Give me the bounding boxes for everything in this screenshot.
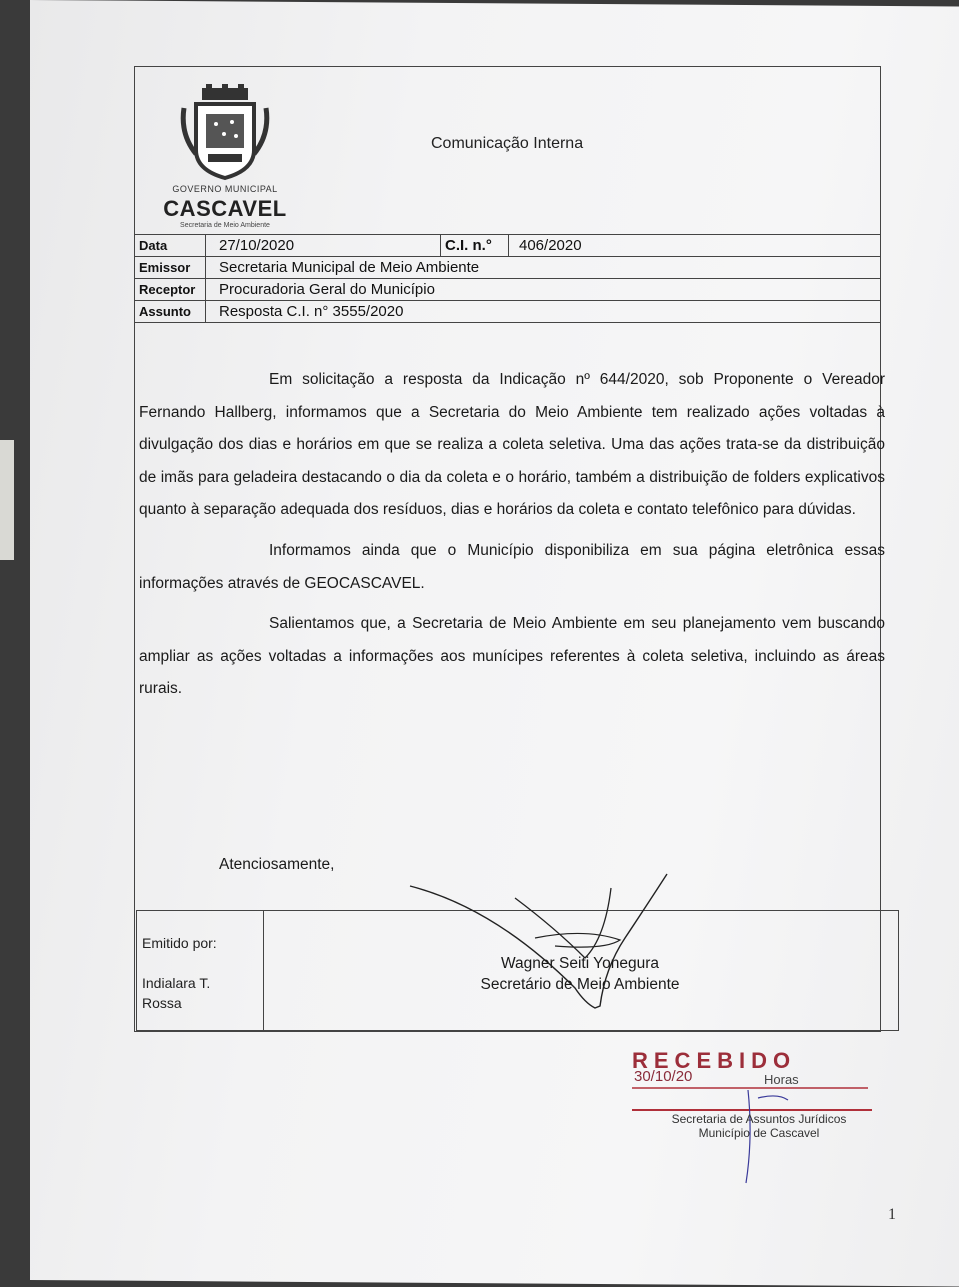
meta-row-assunto (134, 301, 881, 323)
closing-text: Atenciosamente, (219, 856, 335, 873)
data-value: 27/10/2020 (219, 237, 295, 254)
meta-table (134, 234, 881, 323)
received-stamp (628, 1048, 888, 1188)
paper-scrap (0, 440, 14, 560)
signer-block (460, 953, 700, 995)
ci-label: C.I. n.° (440, 235, 492, 256)
paragraph-3: Salientamos que, a Secretaria de Meio Ambiente em seu planejamento vem buscando ampliar as ações voltadas a informações aos munícipes referentes à coleta seletiva, incluindo as áreas rurais. (139, 615, 885, 698)
stamp-received: RECEBIDO (632, 1048, 797, 1073)
issued-label: Emitido por: (142, 935, 217, 951)
coat-of-arms-icon (180, 84, 270, 182)
meta-row-emissor (134, 257, 881, 279)
meta-row-receptor (134, 279, 881, 301)
city-name: CASCAVEL (163, 196, 287, 221)
signer-title: Secretário de Meio Ambiente (480, 976, 680, 993)
issued-name: Indialara T. Rossa (142, 975, 211, 1011)
meta-row-data (134, 235, 881, 257)
paragraph-2: Informamos ainda que o Município disponibiliza em sua página eletrônica essas informações através de GEOCASCAVEL. (139, 541, 885, 592)
gov-label: GOVERNO MUNICIPAL (172, 184, 278, 194)
stamp-department (646, 1112, 872, 1140)
city-logo (150, 84, 300, 234)
stamp-hours-label: Horas (764, 1072, 799, 1087)
issued-by-cell (137, 911, 264, 1030)
page-number: 1 (888, 1206, 896, 1223)
receptor-label: Receptor (134, 279, 206, 300)
stamp-date: 30/10/20 (634, 1068, 693, 1085)
signer-name: Wagner Seiti Yonegura (501, 955, 659, 972)
paragraph-1: Em solicitação a resposta da Indicação nº 644/2020, sob Proponente o Vereador Fernando Hallberg, informamos que a Secretaria do Meio Ambiente tem realizado ações voltadas à divulgação dos dias e horários em que se realiza a coleta seletiva. Uma das ações trata-se da distribuição de imãs para geladeira destacando o dia da coleta e o horário, também a distribuição de folders explicativos quanto à separação adequada dos resíduos, dias e horários da coleta e contato telefônico para dúvidas. (139, 371, 885, 519)
assunto-value: Resposta C.I. n° 3555/2020 (219, 303, 404, 320)
receptor-value: Procuradoria Geral do Município (219, 281, 435, 298)
assunto-label: Assunto (134, 301, 206, 322)
data-label: Data (134, 235, 206, 256)
body-text (139, 364, 885, 714)
stamp-dept-line-2: Município de Cascavel (698, 1126, 820, 1140)
doc-type-title: Comunicação Interna (431, 135, 584, 152)
ci-value: 406/2020 (508, 235, 582, 256)
signature-icon (405, 868, 705, 1018)
department-label: Secretaria de Meio Ambiente (180, 222, 270, 229)
stamp-dept-line-1: Secretaria de Assuntos Jurídicos (671, 1112, 847, 1126)
emissor-value: Secretaria Municipal de Meio Ambiente (219, 259, 480, 276)
emissor-label: Emissor (134, 257, 206, 278)
